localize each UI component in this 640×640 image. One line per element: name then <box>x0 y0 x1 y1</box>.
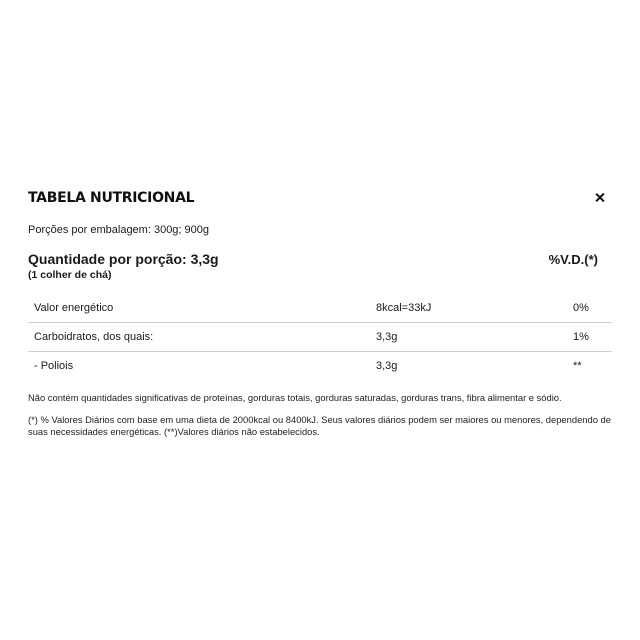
panel-title: TABELA NUTRICIONAL <box>28 190 195 206</box>
nutrient-vd: 0% <box>540 294 612 323</box>
nutrient-vd: ** <box>573 360 582 372</box>
table-row <box>28 294 612 323</box>
nutrition-table-panel <box>28 188 612 438</box>
nutrient-amount: 3,3g <box>376 360 398 372</box>
serving-header <box>28 251 612 282</box>
nutrient-name: Valor energético <box>28 294 376 323</box>
nutrient-name: - Poliois <box>34 360 74 372</box>
portions-per-package: Porções por embalagem: 300g; 900g <box>28 224 210 236</box>
nutrient-amount: 8kcal=33kJ <box>376 294 540 323</box>
nutrition-table <box>28 294 612 380</box>
table-row <box>28 352 612 381</box>
not-significant-note: Não contém quantidades significativas de proteínas, gorduras totais, gorduras saturadas, gorduras trans, fibra alimentar e sódio. <box>28 392 562 403</box>
daily-values-footnote: (*) % Valores Diários com base em uma dieta de 2000kcal ou 8400kJ. Seus valores diários podem ser maiores ou menores, dependendo de suas necessidades energéticas. (**)Valores diários não estabelecidos. <box>28 414 611 437</box>
daily-value-header: %V.D.(*) <box>548 252 598 267</box>
serving-subtitle: (1 colher de chá) <box>28 269 112 281</box>
serving-info <box>28 251 219 282</box>
serving-title: Quantidade por porção: 3,3g <box>28 251 219 267</box>
nutrient-name: Carboidratos, dos quais: <box>28 323 376 352</box>
nutrient-vd: 1% <box>540 323 612 352</box>
table-row <box>28 323 612 352</box>
close-icon[interactable] <box>592 190 608 206</box>
nutrient-amount: 3,3g <box>376 323 540 352</box>
